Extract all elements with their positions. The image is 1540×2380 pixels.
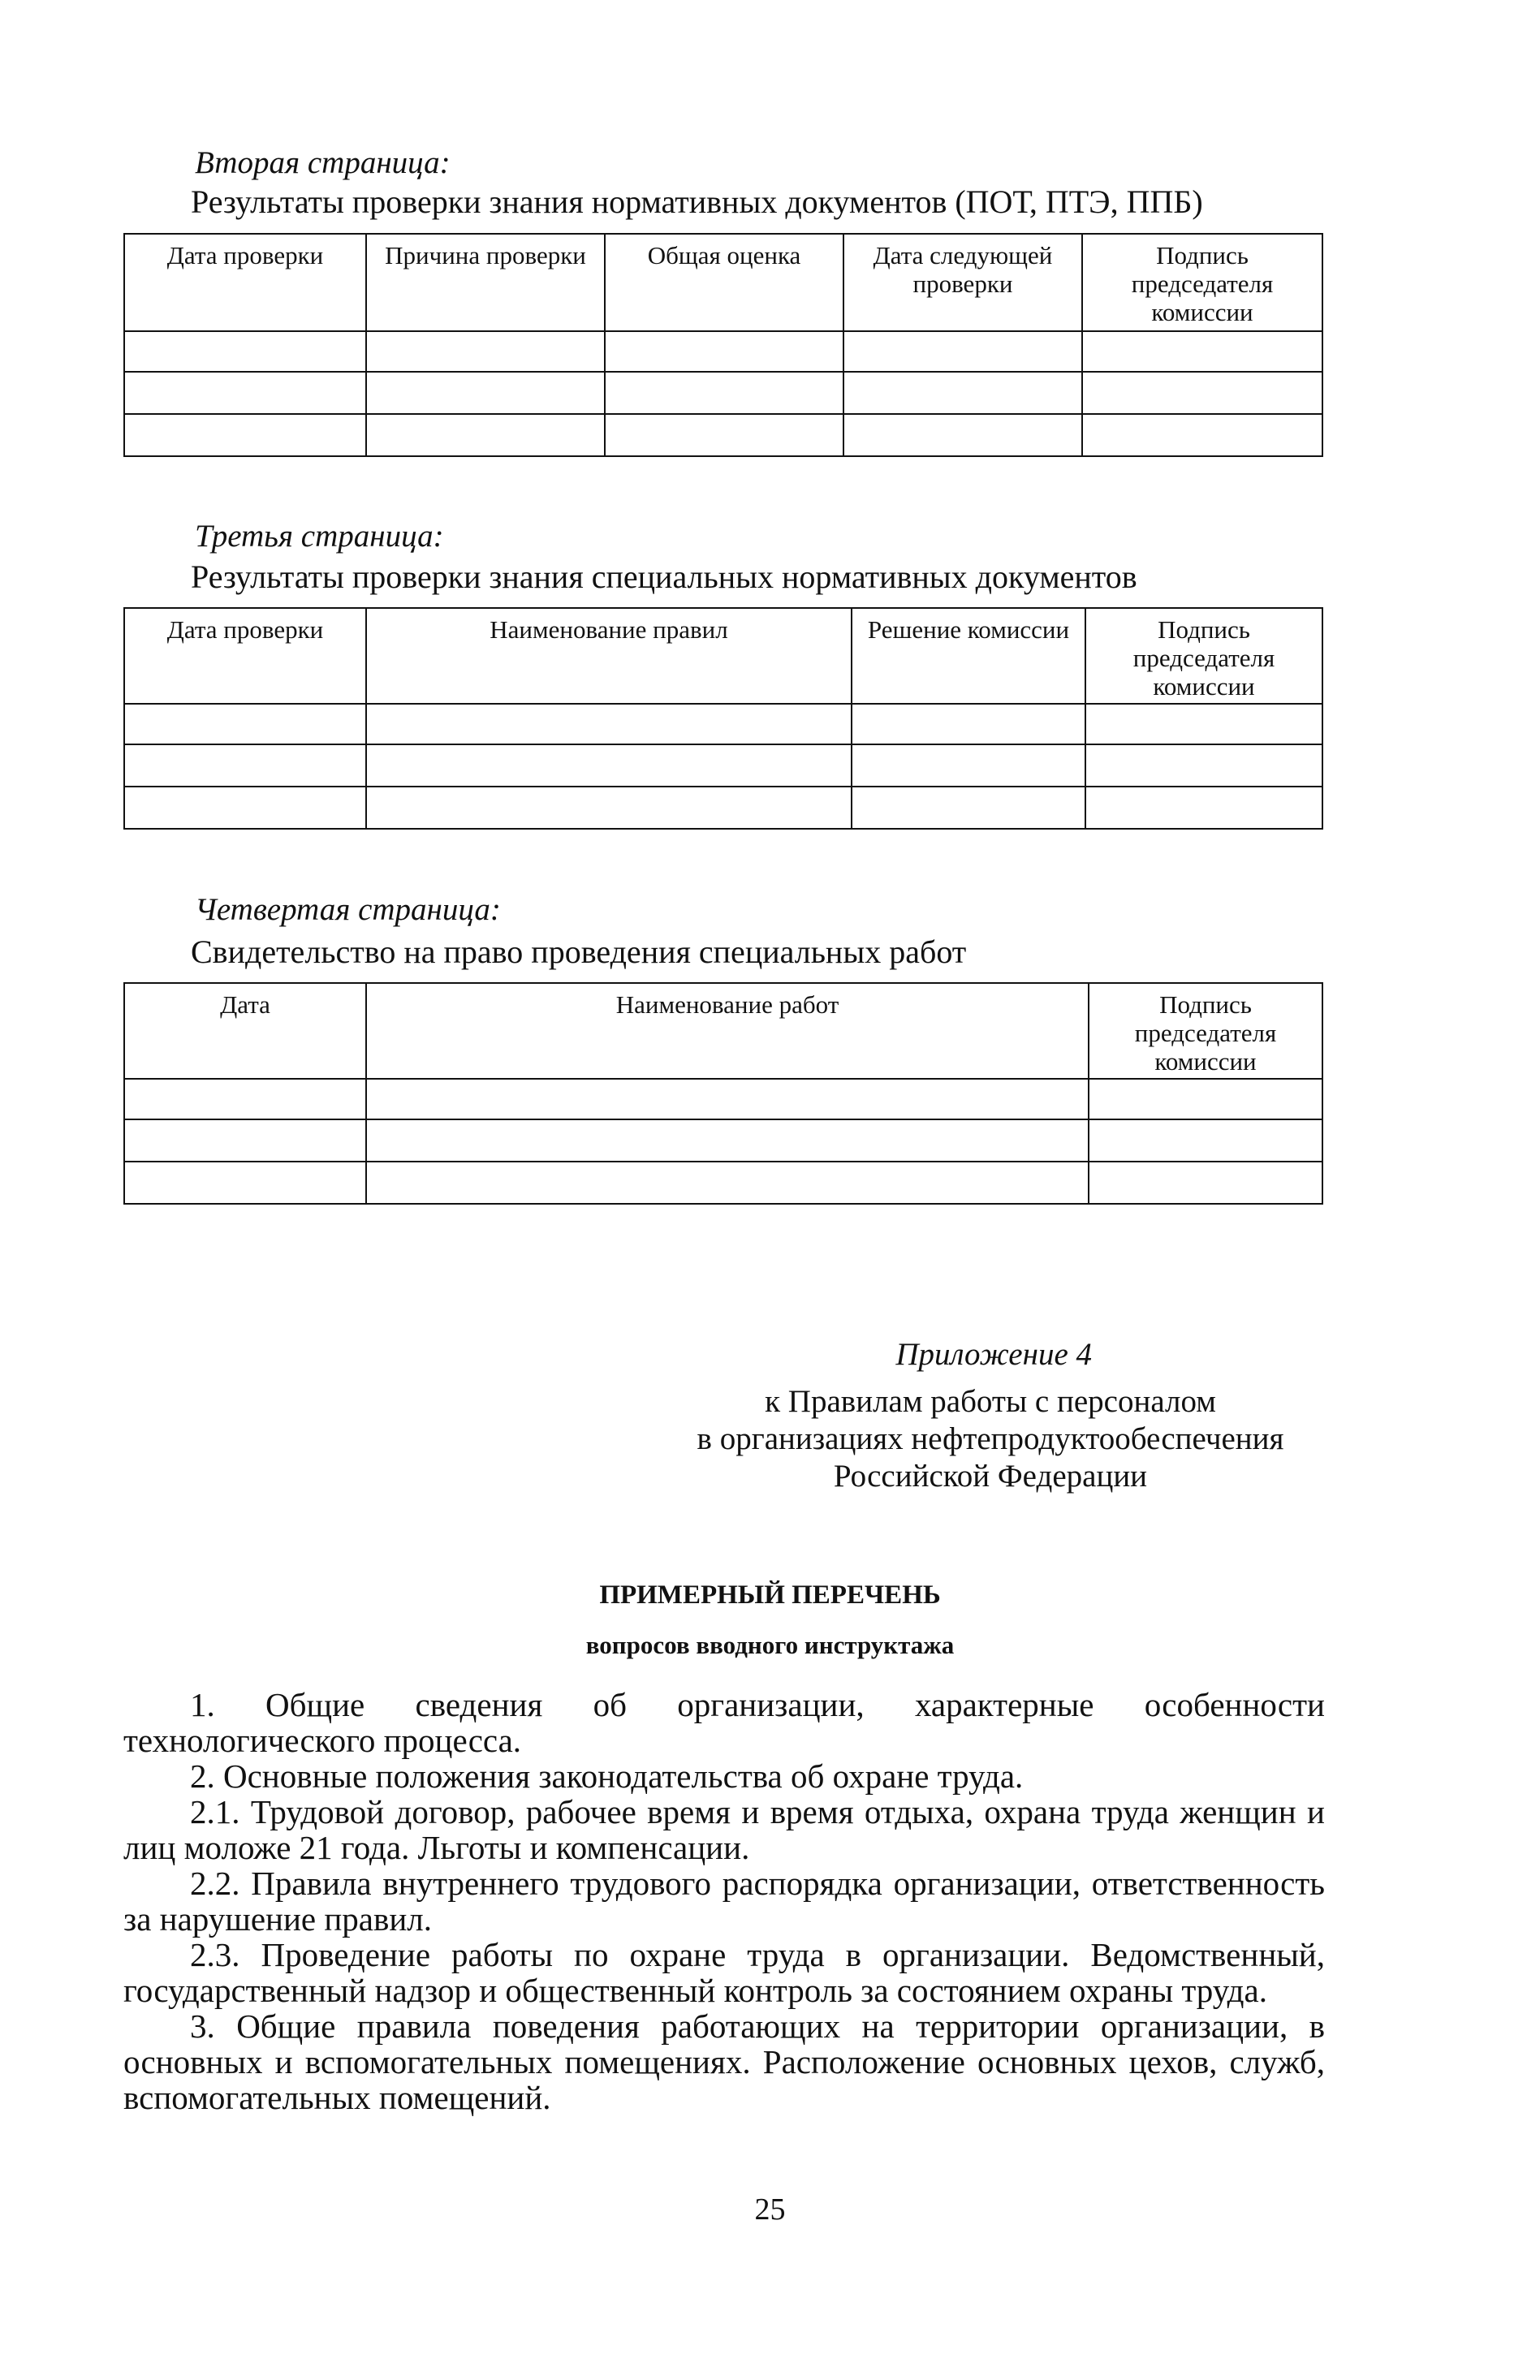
section4-heading: Четвертая страница: [195, 892, 501, 927]
col-overall-grade: Общая оценка [605, 234, 843, 331]
col-chairman-signature: Подпись председателя комиссии [1085, 608, 1322, 704]
section4-table [123, 982, 1323, 1205]
table-row [124, 1162, 1322, 1204]
section4-subtitle: Свидетельство на право проведения специальных работ [191, 933, 967, 970]
list-item: 2.3. Проведение работы по охране труда в организации. Ведомственный, государственный надзор и общественный контроль за состоянием охраны труда. [123, 1936, 1325, 2009]
table-row [124, 331, 1322, 372]
col-commission-decision: Решение комиссии [852, 608, 1085, 704]
list-item: 1. Общие сведения об организации, характерные особенности технологического процесса. [123, 1686, 1325, 1759]
page-subtitle: вопросов вводного инструктажа [585, 1631, 955, 1659]
col-next-check-date: Дата следующей проверки [843, 234, 1082, 331]
appendix-line-3: Российской Федерации [833, 1459, 1148, 1494]
section3-subtitle: Результаты проверки знания специальных нормативных документов [191, 558, 1137, 595]
col-rules-name: Наименование правил [366, 608, 852, 704]
col-check-reason: Причина проверки [366, 234, 605, 331]
list-item: 2. Основные положения законодательства об охране труда. [190, 1757, 1024, 1795]
col-chairman-signature: Подпись председателя комиссии [1082, 234, 1322, 331]
table-row [124, 372, 1322, 414]
table-row [124, 1079, 1322, 1119]
list-item: 2.1. Трудовой договор, рабочее время и время отдыха, охрана труда женщин и лиц моложе 21 года. Льготы и компенсации. [123, 1793, 1325, 1866]
col-check-date: Дата проверки [124, 234, 366, 331]
page-title: ПРИМЕРНЫЙ ПЕРЕЧЕНЬ [599, 1580, 941, 1610]
col-work-name: Наименование работ [366, 983, 1089, 1079]
list-item: 2.2. Правила внутреннего трудового распорядка организации, ответственность за нарушение правил. [123, 1865, 1325, 1938]
section2-table [123, 233, 1323, 457]
col-check-date: Дата проверки [124, 608, 366, 704]
appendix-label: Приложение 4 [895, 1337, 1092, 1372]
section3-heading: Третья страница: [195, 519, 444, 554]
col-date: Дата [124, 983, 366, 1079]
table-row [124, 704, 1322, 744]
appendix-line-2: в организациях нефтепродуктообеспечения [697, 1421, 1284, 1456]
table-row [124, 414, 1322, 456]
table-row [124, 1119, 1322, 1162]
appendix-line-1: к Правилам работы с персоналом [765, 1384, 1216, 1419]
section2-heading: Вторая страница: [195, 145, 451, 180]
question-list [123, 1687, 1325, 2115]
list-item: 3. Общие правила поведения работающих на территории организации, в основных и вспомогательных помещениях. Расположение основных цехов, служб, вспомогательных помещений. [123, 2007, 1325, 2116]
table-row [124, 787, 1322, 829]
section2-subtitle: Результаты проверки знания нормативных документов (ПОТ, ПТЭ, ППБ) [191, 183, 1203, 220]
col-chairman-signature: Подпись председателя комиссии [1089, 983, 1322, 1079]
page-number: 25 [754, 2192, 786, 2227]
section3-table [123, 607, 1323, 830]
table-row [124, 744, 1322, 787]
